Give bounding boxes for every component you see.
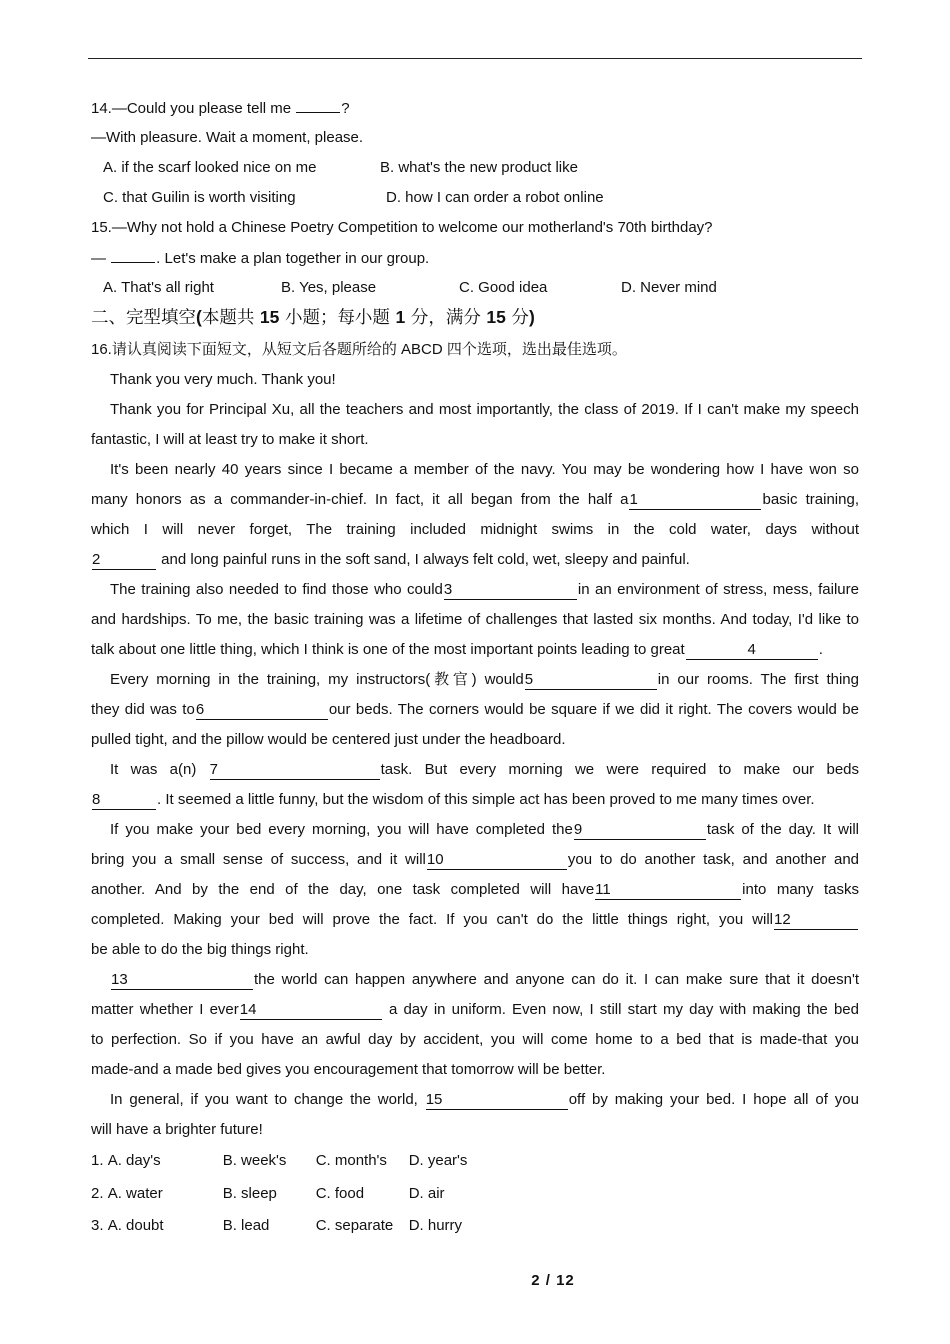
answer-option-a[interactable]: A. doubt <box>107 1217 164 1234</box>
answer-option-a[interactable]: A. water <box>107 1184 163 1202</box>
passage-line <box>91 845 859 875</box>
answer-option-b[interactable]: B. sleep <box>222 1184 277 1202</box>
q14-question-end: ? <box>341 100 350 117</box>
passage-text: off by making your bed. I hope all of you <box>568 1091 859 1108</box>
answer-row-3 <box>91 1210 859 1243</box>
passage-text: a day in uniform. Even now, I still start my day with making the bed <box>382 1001 859 1018</box>
passage-line <box>91 545 859 575</box>
blank-5[interactable]: 5 <box>525 670 657 690</box>
passage-text: task of the day. It will <box>706 821 859 838</box>
passage-text: in our rooms. The first thing <box>657 671 859 688</box>
passage-text: It was a(n) <box>110 761 209 778</box>
blank-2[interactable]: 2 <box>92 550 156 570</box>
passage-line <box>91 995 859 1025</box>
answer-option-c[interactable]: C. food <box>315 1184 365 1202</box>
q15-question: 15.—Why not hold a Chinese Poetry Competition to welcome our motherland's 70th birthday? <box>91 219 713 236</box>
passage-line: pulled tight, and the pillow would be centered just under the headboard. <box>91 731 566 748</box>
passage-text: talk about one little thing, which I think is one of the most important points leading to great <box>91 641 685 658</box>
passage-line: which I will never forget, The training included midnight swims in the cold water, days without <box>91 521 859 538</box>
answer-option-c[interactable]: C. separate <box>315 1217 394 1234</box>
passage-text: If you make your bed every morning, you will have completed the <box>110 821 573 838</box>
section-heading-part2: 小题；每小题 <box>279 308 396 328</box>
answer-option-d[interactable]: D. air <box>408 1184 445 1202</box>
q15-blank[interactable] <box>111 243 155 263</box>
passage-text: in an environment of stress, mess, failure <box>577 581 859 598</box>
q15-reply-end: . Let's make a plan together in our group. <box>156 250 430 267</box>
passage-text: The training also needed to find those who could <box>110 581 443 598</box>
section-heading-close: ) <box>528 307 535 327</box>
passage-text: task. But every morning we were required to make our beds <box>380 761 859 778</box>
passage-line: and hardships. To me, the basic training was a lifetime of challenges that lasted six months. And today, I'd like to <box>91 611 859 628</box>
passage-line <box>91 575 859 605</box>
section-heading-open: ( <box>196 307 202 327</box>
passage-text: . <box>818 641 823 658</box>
answer-option-b[interactable]: B. lead <box>222 1217 270 1234</box>
q14-blank[interactable] <box>296 93 340 113</box>
passage-line: be able to do the big things right. <box>91 941 309 958</box>
q14-option-b[interactable]: B. what's the new product like <box>380 159 578 176</box>
q14-options-row2 <box>91 183 859 213</box>
passage-line <box>91 635 859 665</box>
section-heading <box>91 299 859 335</box>
q14-option-d[interactable]: D. how I can order a robot online <box>386 189 604 206</box>
passage-line <box>91 965 859 995</box>
passage-text: they did was to <box>91 701 195 718</box>
passage-text: In general, if you want to change the world, <box>110 1091 425 1108</box>
passage-line <box>91 785 859 815</box>
answer-option-d[interactable]: D. hurry <box>408 1217 463 1234</box>
blank-9[interactable]: 9 <box>574 820 706 840</box>
blank-3[interactable]: 3 <box>444 580 577 600</box>
passage-line <box>91 755 859 785</box>
passage-line <box>91 815 859 845</box>
section-heading-prefix: 二、完型填空 <box>91 308 196 328</box>
blank-8[interactable]: 8 <box>92 790 156 810</box>
passage-line: fantastic, I will at least try to make it short. <box>91 431 369 448</box>
passage-text: completed. Making your bed will prove the fact. If you can't do the little things right, you will <box>91 911 773 928</box>
q14-question <box>91 93 859 123</box>
passage-line: Thank you very much. Thank you! <box>110 371 336 388</box>
blank-14[interactable]: 14 <box>240 1000 382 1020</box>
q15-reply-start: — <box>91 250 111 267</box>
header-rule <box>88 58 862 59</box>
q14-options-row1 <box>91 153 859 183</box>
passage-text: matter whether I ever <box>91 1001 239 1018</box>
page-number: 2 / 12 <box>531 1272 575 1289</box>
q16-instruction: 16.请认真阅读下面短文，从短文后各题所给的 ABCD 四个选项，选出最佳选项。 <box>91 341 627 358</box>
section-heading-each: 1 <box>395 307 406 327</box>
passage-text: basic training, <box>762 491 859 508</box>
q15-option-b[interactable]: B. Yes, please <box>281 279 377 296</box>
answer-option-d[interactable]: D. year's <box>408 1152 468 1169</box>
section-heading-part1: 本题共 <box>201 308 260 328</box>
section-heading-part3: 分，满分 <box>405 308 487 328</box>
passage-text: many honors as a commander-in-chief. In fact, it all began from the half a <box>91 491 629 508</box>
blank-13[interactable]: 13 <box>111 970 253 990</box>
passage-text: bring you a small sense of success, and it will <box>91 851 426 868</box>
passage-line <box>91 905 859 935</box>
q15-option-c[interactable]: C. Good idea <box>459 279 548 296</box>
answer-num: 1. <box>91 1152 104 1169</box>
passage-line: made-and a made bed gives you encouragement that tomorrow will be better. <box>91 1061 606 1078</box>
page-content <box>91 93 859 1243</box>
blank-1[interactable]: 1 <box>629 490 761 510</box>
passage-text: the world can happen anywhere and anyone can do it. I can make sure that it doesn't <box>254 971 859 988</box>
passage-line: will have a brighter future! <box>91 1121 263 1138</box>
answer-num: 2. <box>91 1184 104 1202</box>
passage-line <box>91 1085 859 1115</box>
blank-11[interactable]: 11 <box>595 880 741 900</box>
q15-option-d[interactable]: D. Never mind <box>621 279 717 296</box>
passage-text: and long painful runs in the soft sand, I always felt cold, wet, sleepy and painful. <box>157 551 690 568</box>
blank-4[interactable]: 4 <box>686 640 818 660</box>
q14-option-c[interactable]: C. that Guilin is worth visiting <box>103 189 296 206</box>
section-heading-count: 15 <box>259 307 280 327</box>
answer-option-b[interactable]: B. week's <box>222 1152 287 1169</box>
passage-text: you to do another task, and another and <box>567 851 860 868</box>
passage-line <box>91 485 859 515</box>
passage-line: It's been nearly 40 years since I became a member of the navy. You may be wondering how I have won so <box>110 461 859 478</box>
passage-text: Every morning in the training, my instructors(教官) would <box>110 671 524 688</box>
q15-reply <box>91 243 859 273</box>
answer-num: 3. <box>91 1217 104 1234</box>
section-heading-total: 15 <box>486 307 506 327</box>
answer-option-a[interactable]: A. day's <box>107 1152 161 1169</box>
passage-line <box>91 875 859 905</box>
answer-row-1 <box>91 1145 859 1178</box>
blank-10[interactable]: 10 <box>427 850 567 870</box>
passage-line: Thank you for Principal Xu, all the teachers and most importantly, the class of 2019. If I can't make my speech <box>110 401 859 418</box>
answer-option-c[interactable]: C. month's <box>315 1152 387 1169</box>
blank-6[interactable]: 6 <box>196 700 328 720</box>
section-heading-part4: 分 <box>505 308 529 328</box>
blank-12[interactable]: 12 <box>774 910 858 930</box>
blank-15[interactable]: 15 <box>426 1090 568 1110</box>
passage-text: into many tasks <box>742 881 859 898</box>
q15-option-a[interactable]: A. That's all right <box>103 279 214 296</box>
q14-option-a[interactable]: A. if the scarf looked nice on me <box>103 159 317 176</box>
passage-text: . It seemed a little funny, but the wisdom of this simple act has been proved to me many times over. <box>157 791 815 808</box>
q14-reply: —With pleasure. Wait a moment, please. <box>91 129 364 146</box>
passage-line: to perfection. So if you have an awful day by accident, you will come home to a bed that is made-that you <box>91 1031 859 1048</box>
q14-question-text: 14.—Could you please tell me <box>91 100 296 117</box>
answer-row-2 <box>91 1178 859 1211</box>
passage-line <box>91 665 859 695</box>
passage-text: another. And by the end of the day, one task completed will have <box>91 881 595 898</box>
passage-line <box>91 695 859 725</box>
blank-7[interactable]: 7 <box>210 760 380 780</box>
passage-text: our beds. The corners would be square if we did it right. The covers would be <box>328 701 859 718</box>
